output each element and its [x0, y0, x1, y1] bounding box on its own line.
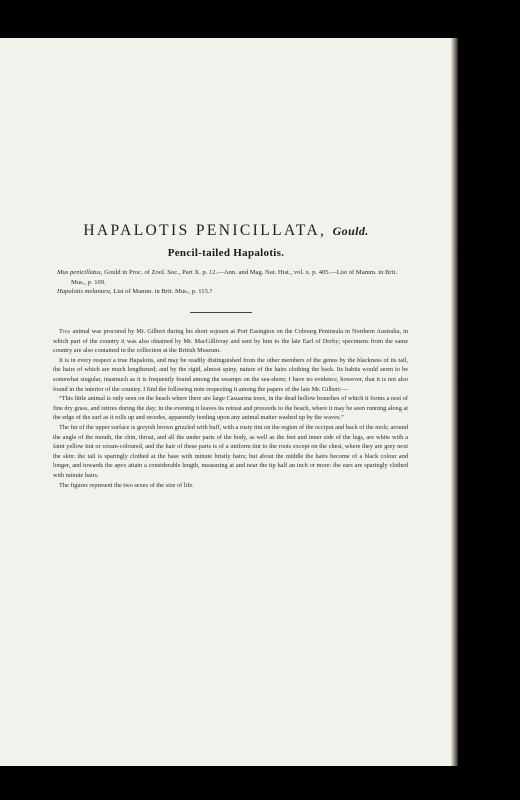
- reference-name: Mus penicillatus,: [57, 269, 103, 276]
- body-text: [53, 327, 408, 490]
- divider-rule: [190, 312, 252, 313]
- reference-item: [57, 268, 407, 287]
- page-edge: [452, 38, 458, 766]
- paragraph-text: The figures represent the two sexes of the size of life.: [59, 481, 194, 489]
- paragraph: [53, 423, 408, 481]
- reference-text: List of Mamm. in Brit. Mus., p. 115.?: [111, 288, 213, 296]
- species-title: [0, 222, 452, 240]
- paragraph: [53, 394, 408, 423]
- species-title-main: HAPALOTIS PENICILLATA,: [83, 222, 327, 239]
- reference-text: Gould in Proc. of Zool. Soc., Part X. p. 12.—Ann. and Mag. Nat. Hist., vol. x. p. 405.—List of Mamm. in Brit. Mus., p. 109.: [71, 269, 397, 286]
- paragraph-text: It is in every respect a true Hapalotis, and may be readily distinguished from the other members of the genus by the blackness of its tail, the hairs of which are much lengthened; and by the rigid, almost spiny, nature of the hairs clothing the back. Its habits would seem to be somewhat singular, inasmuch as it is frequently found among the swamps on the sea-shore; I have no evidence, however, that it is not also found in the interior of the country. I find the following note respecting it among the papers of the late Mr. Gilbert:—: [53, 356, 408, 393]
- reference-name: Hapalotis melanura,: [57, 288, 112, 296]
- reference-item: [57, 287, 407, 297]
- paragraph-text: The fur of the upper surface is greyish brown grizzled with buff, with a rusty tint on the region of the occiput and back of the neck; around the angle of the mouth, the chin, throat, and all the under parts of the body, as well as the feet and inner side of the legs, are white with a faint yellow tint or cream-coloured, and the hair of these parts is of a uniform tint to the roots except on the chest, where they are grey next the skin: the tail is sparingly clothed at the base with minute bristly hairs; but about the middle the hairs become of a black colour and longer, and towards the apex attain a considerable length, measuring at and near the tip half an inch or more: the ears are sparingly clothed with minute hairs.: [53, 423, 408, 479]
- paragraph-text: animal was procured by Mr. Gilbert during his short sojourn at Port Essington on the Cobourg Peninsula in Northern Australia, in which part of the country it was also obtained by Mr. MacGillivray and sent by him to the late Earl of Derby; specimens from the same country are also contained in the collection at the British Museum.: [53, 328, 408, 355]
- background-top: [0, 0, 520, 38]
- paragraph-lead: This: [59, 328, 71, 335]
- paragraph: [53, 481, 408, 491]
- paragraph: [53, 327, 408, 356]
- paragraph: [53, 356, 408, 394]
- synonymy-references: [57, 268, 407, 297]
- species-author: Gould.: [332, 224, 369, 238]
- paragraph-text: “This little animal is only seen on the beach where there are large Casuarina trees, in the dead hollow branches of which it forms a nest of fine dry grass, and retires during the day; in the evening it leaves its retreat and proceeds to the beach, where it may be seen running along at the edge of the surf as it rolls up and recedes, apparently feeding upon any animal matter washed up by the waves.”: [53, 395, 408, 422]
- common-name: Pencil-tailed Hapalotis.: [167, 247, 285, 259]
